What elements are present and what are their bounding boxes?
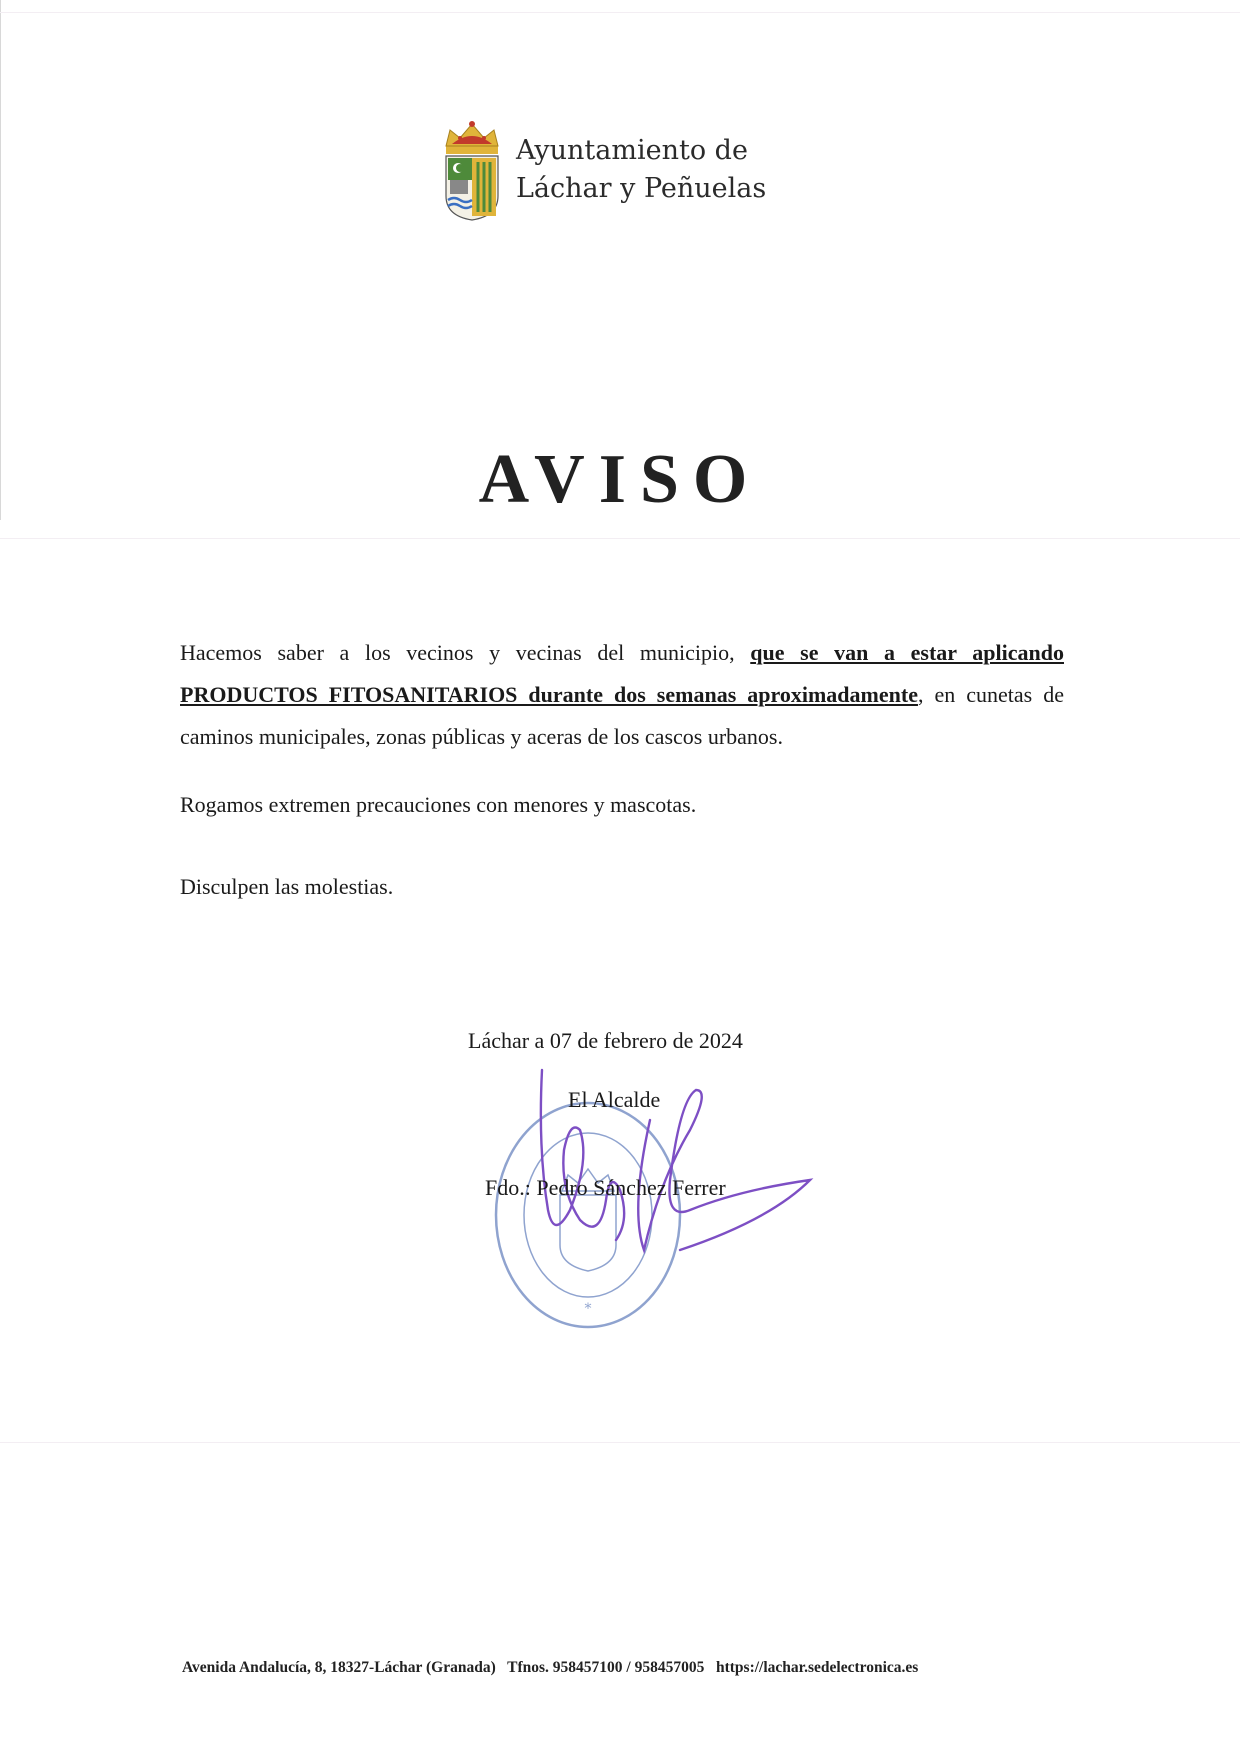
scan-line [0, 538, 1240, 539]
signatory-role: El Alcalde [568, 1087, 661, 1112]
logo-line-1: Ayuntamiento de [516, 135, 748, 166]
paragraph-1-end: , en cunetas de caminos municipales, zonas públicas y aceras de los cascos urbanos. [180, 682, 1064, 749]
notice-body [180, 632, 1064, 908]
paragraph-1-start: Hacemos saber a los vecinos y vecinas del municipio, [180, 640, 751, 665]
header-logo [438, 118, 790, 224]
logo-line-2: Láchar y Peñuelas [516, 173, 767, 204]
scan-line [0, 12, 1240, 13]
footer-phones: Tfnos. 958457100 / 958457005 [507, 1659, 705, 1676]
footer-url[interactable]: https://lachar.sedelectronica.es [715, 1659, 919, 1676]
date-line: Láchar a 07 de febrero de 2024 [468, 1028, 743, 1053]
logo-text [516, 132, 766, 208]
paragraph-1-emphasis: que se van a estar aplicando PRODUCTOS FITOSANITARIOS durante dos semanas aproximadamente [180, 640, 1064, 707]
signatory-name: Fdo.: Pedro Sánchez Ferrer [485, 1175, 726, 1200]
scan-line [0, 1442, 1240, 1443]
paragraph-1 [180, 632, 1064, 758]
coat-of-arms-icon [438, 118, 506, 222]
svg-text:*: * [584, 1301, 592, 1317]
paragraph-3: Disculpen las molestias. [180, 874, 394, 899]
footer-address: Avenida Andalucía, 8, 18327-Láchar (Granada) [182, 1659, 496, 1676]
page-title: AVISO [478, 441, 762, 518]
paragraph-2: Rogamos extremen precauciones con menores y mascotas. [180, 792, 697, 817]
footer-contact [182, 1659, 918, 1677]
